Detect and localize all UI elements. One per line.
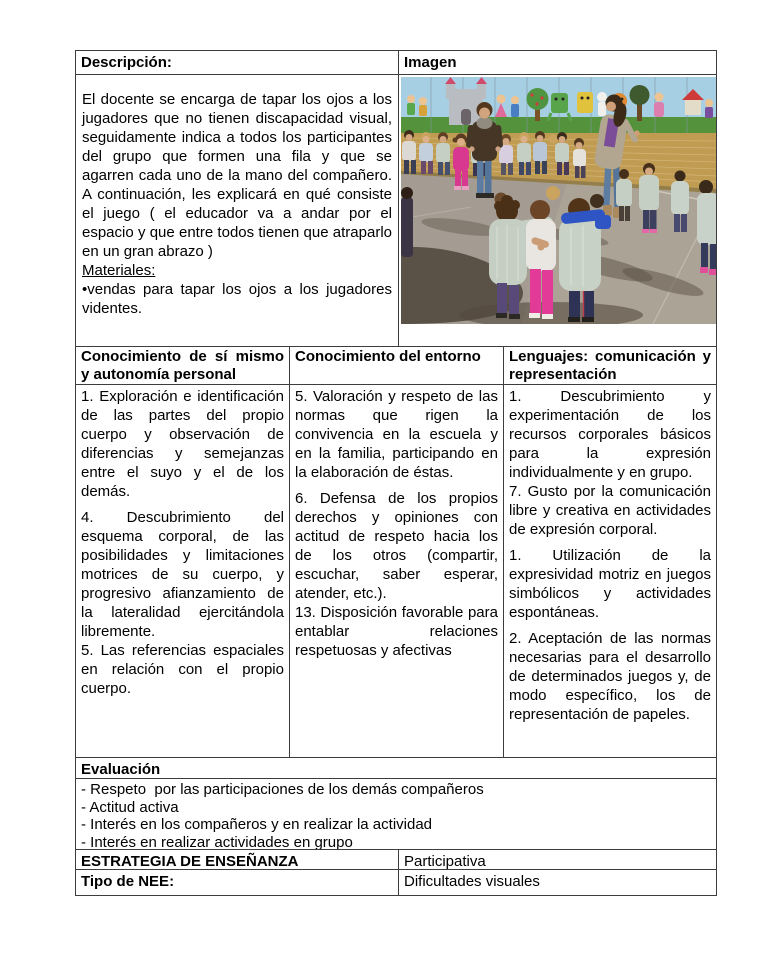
image-cell	[398, 75, 716, 346]
description-cell	[76, 75, 398, 346]
area3-paragraph: 2. Aceptación de las normas necesarias para el desarrollo de determinados juegos y, de modo específico, los de representación de papeles.	[509, 630, 711, 723]
evaluation-item: - Actitud activa	[81, 798, 179, 816]
description-text: El docente se encarga de tapar los ojos a los jugadores que no tienen discapacidad visual, seguidamente indica a todos los participantes del grupo que formen una fila y que se agarren cada uno de la mano del compañero. A continuación, les explicará en qué consiste el juego ( el educador va a andar por el espacio y que entre todos tienen que atraparlo en un gran abrazo )	[82, 91, 392, 260]
photo-mural	[401, 77, 716, 133]
area-content-languages	[503, 385, 716, 757]
area-header-languages: Lenguajes: comunicación y representación	[503, 347, 716, 384]
evaluation-item: - Respeto por las participaciones de los demás compañeros	[81, 781, 484, 798]
area2-paragraph: 13. Disposición favorable para entablar relaciones respetuosas y afectivas	[295, 604, 498, 659]
materials-item: •vendas para tapar los ojos a los jugadores videntes.	[82, 281, 392, 317]
area3-paragraph: 1. Utilización de la expresividad motriz en juegos simbólicos y actividades espontáneas.	[509, 547, 711, 621]
area3-paragraph: 7. Gusto por la comunicación libre y creativa en actividades de expresión corporal.	[509, 483, 711, 538]
evaluation-item: - Interés en los compañeros y en realizar la actividad	[81, 816, 433, 833]
evaluation-item: - Interés en realizar actividades en grupo	[81, 833, 353, 849]
area-header-environment: Conocimiento del entorno	[289, 347, 503, 384]
area2-paragraph: 6. Defensa de los propios derechos y opiniones con actitud de respeto hacia los de los otros (compartir, escuchar, saber esperar, atender, etc.).	[295, 490, 498, 602]
lesson-plan-table	[75, 50, 717, 896]
area-content-self-knowledge	[76, 385, 289, 757]
evaluation-items	[76, 779, 716, 849]
area2-paragraph: 5. Valoración y respeto de las normas que rigen la convivencia en la escuela y en la familia, participando en la elaboración de éstas.	[295, 388, 498, 481]
area3-paragraph: 1. Descubrimiento y experimentación de los recursos corporales básicos para la expresión individualmente y en grupo.	[509, 388, 711, 481]
description-header: Descripción:	[81, 54, 172, 71]
strategy-label: ESTRATEGIA DE ENSEÑANZA	[81, 853, 299, 869]
area1-paragraph: 1. Exploración e identificación de las partes del propio cuerpo y observación de diferencias y semejanzas entre el suyo y el de los demás.	[81, 388, 284, 500]
evaluation-header: Evaluación	[81, 761, 161, 778]
area-header-self-knowledge: Conocimiento de sí mismo y autonomía personal	[81, 348, 284, 383]
area1-paragraph: 4. Descubrimiento del esquema corporal, de las posibilidades y limitaciones motrices de su cuerpo, y progresivo afianzamiento de la lateralidad ejercitándola libremente.	[81, 509, 284, 640]
area1-paragraph: 5. Las referencias espaciales en relación con el propio cuerpo.	[81, 642, 284, 697]
materials-label: Materiales:	[82, 262, 156, 279]
nee-label: Tipo de NEE:	[81, 873, 175, 890]
schoolyard-photo	[401, 77, 716, 324]
strategy-value: Participativa	[398, 850, 716, 869]
image-header: Imagen	[398, 51, 716, 74]
area-content-environment	[289, 385, 503, 757]
nee-value: Dificultades visuales	[398, 870, 716, 895]
